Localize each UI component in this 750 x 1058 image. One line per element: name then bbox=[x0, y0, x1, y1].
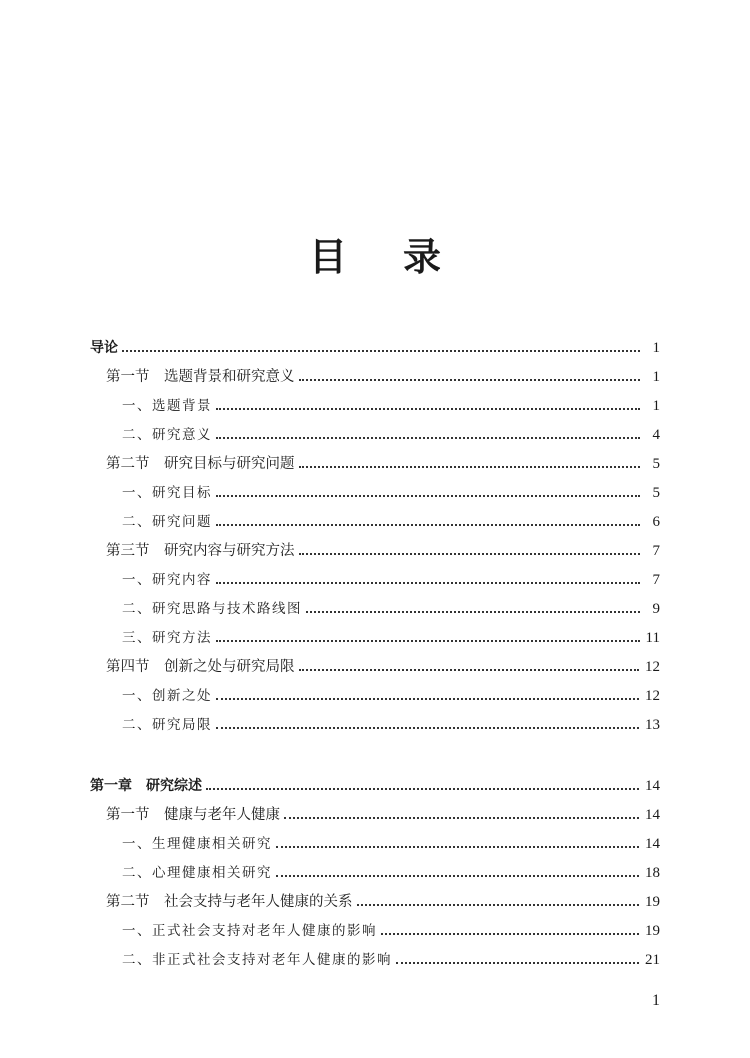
toc-entry-page: 1 bbox=[652, 340, 660, 356]
dot-leader bbox=[299, 365, 641, 389]
toc-entry-label: 二、研究思路与技术路线图 bbox=[122, 601, 302, 617]
dot-leader bbox=[216, 423, 640, 447]
toc-entry-subsection[interactable] bbox=[122, 626, 660, 650]
toc-entry-label: 第一节 健康与老年人健康 bbox=[106, 807, 280, 823]
dot-leader bbox=[216, 713, 639, 737]
dot-leader bbox=[381, 919, 639, 943]
toc-entry-subsection[interactable] bbox=[122, 423, 660, 447]
toc-entry-chapter[interactable] bbox=[90, 774, 660, 798]
toc-entry-label: 第四节 创新之处与研究局限 bbox=[106, 659, 295, 675]
toc-entry-subsection[interactable] bbox=[122, 861, 660, 885]
dot-leader bbox=[299, 452, 641, 476]
toc-entry-introduction[interactable] bbox=[90, 336, 660, 360]
dot-leader bbox=[276, 832, 639, 856]
toc-entry-page: 21 bbox=[645, 952, 660, 968]
toc-entry-subsection[interactable] bbox=[122, 948, 660, 972]
dot-leader bbox=[216, 684, 639, 708]
toc-entry-subsection[interactable] bbox=[122, 684, 660, 708]
dot-leader bbox=[299, 655, 640, 679]
dot-leader bbox=[216, 568, 640, 592]
toc-entry-subsection[interactable] bbox=[122, 568, 660, 592]
toc-entry-page: 6 bbox=[652, 514, 660, 530]
toc-entry-label: 一、选题背景 bbox=[122, 398, 212, 414]
dot-leader bbox=[216, 510, 640, 534]
dot-leader bbox=[276, 861, 639, 885]
dot-leader bbox=[306, 597, 640, 621]
toc-entry-label: 二、非正式社会支持对老年人健康的影响 bbox=[122, 952, 392, 968]
toc-entry-label: 第一章 研究综述 bbox=[90, 778, 202, 794]
toc-entry-label: 第一节 选题背景和研究意义 bbox=[106, 369, 295, 385]
toc-entry-page: 12 bbox=[645, 659, 660, 675]
page-number: 1 bbox=[652, 992, 660, 1009]
toc-entry-label: 一、创新之处 bbox=[122, 688, 212, 704]
toc-entry-section[interactable] bbox=[106, 365, 660, 389]
toc-entry-section[interactable] bbox=[106, 452, 660, 476]
toc-entry-label: 三、研究方法 bbox=[122, 630, 212, 646]
page-title: 目录 bbox=[308, 235, 497, 279]
toc-entry-page: 7 bbox=[652, 543, 660, 559]
toc-entry-label: 一、生理健康相关研究 bbox=[122, 836, 272, 852]
toc-entry-label: 二、研究问题 bbox=[122, 514, 212, 530]
toc-entry-label: 一、研究目标 bbox=[122, 485, 212, 501]
dot-leader bbox=[206, 774, 639, 798]
toc-entry-subsection[interactable] bbox=[122, 713, 660, 737]
toc-entry-page: 14 bbox=[645, 807, 660, 823]
dot-leader bbox=[284, 803, 639, 827]
toc-entry-page: 19 bbox=[645, 894, 660, 910]
toc-entry-label: 二、研究意义 bbox=[122, 427, 212, 443]
dot-leader bbox=[357, 890, 640, 914]
toc-entry-page: 5 bbox=[652, 456, 660, 472]
toc-entry-page: 12 bbox=[645, 688, 660, 704]
toc-entry-subsection[interactable] bbox=[122, 510, 660, 534]
toc-entry-section[interactable] bbox=[106, 890, 660, 914]
toc-entry-page: 19 bbox=[645, 923, 660, 939]
toc-entry-page: 18 bbox=[645, 865, 660, 881]
toc-entry-label: 二、研究局限 bbox=[122, 717, 212, 733]
toc-entry-subsection[interactable] bbox=[122, 597, 660, 621]
toc-entry-page: 1 bbox=[652, 369, 660, 385]
toc-entry-page: 13 bbox=[645, 717, 660, 733]
dot-leader bbox=[216, 626, 640, 650]
dot-leader bbox=[396, 948, 639, 972]
toc-entry-subsection[interactable] bbox=[122, 481, 660, 505]
toc-entry-label: 一、研究内容 bbox=[122, 572, 212, 588]
toc-entry-subsection[interactable] bbox=[122, 832, 660, 856]
toc-entry-label: 二、心理健康相关研究 bbox=[122, 865, 272, 881]
dot-leader bbox=[122, 336, 640, 360]
toc-entry-section[interactable] bbox=[106, 539, 660, 563]
toc-entry-page: 14 bbox=[645, 836, 660, 852]
toc-entry-section[interactable] bbox=[106, 655, 660, 679]
toc-entry-page: 9 bbox=[652, 601, 660, 617]
toc-entry-page: 5 bbox=[652, 485, 660, 501]
toc-entry-label: 第二节 研究目标与研究问题 bbox=[106, 456, 295, 472]
dot-leader bbox=[216, 481, 640, 505]
toc-entry-section[interactable] bbox=[106, 803, 660, 827]
toc-entry-subsection[interactable] bbox=[122, 394, 660, 418]
toc-entry-page: 1 bbox=[652, 398, 660, 414]
dot-leader bbox=[216, 394, 640, 418]
toc-entry-label: 导论 bbox=[90, 340, 118, 356]
toc-entry-label: 一、正式社会支持对老年人健康的影响 bbox=[122, 923, 377, 939]
dot-leader bbox=[299, 539, 641, 563]
toc-entry-page: 11 bbox=[645, 630, 660, 646]
toc-entry-label: 第二节 社会支持与老年人健康的关系 bbox=[106, 894, 353, 910]
toc-entry-page: 7 bbox=[652, 572, 660, 588]
toc-entry-label: 第三节 研究内容与研究方法 bbox=[106, 543, 295, 559]
toc-entry-page: 4 bbox=[652, 427, 660, 443]
toc-entry-subsection[interactable] bbox=[122, 919, 660, 943]
toc-entry-page: 14 bbox=[645, 778, 660, 794]
